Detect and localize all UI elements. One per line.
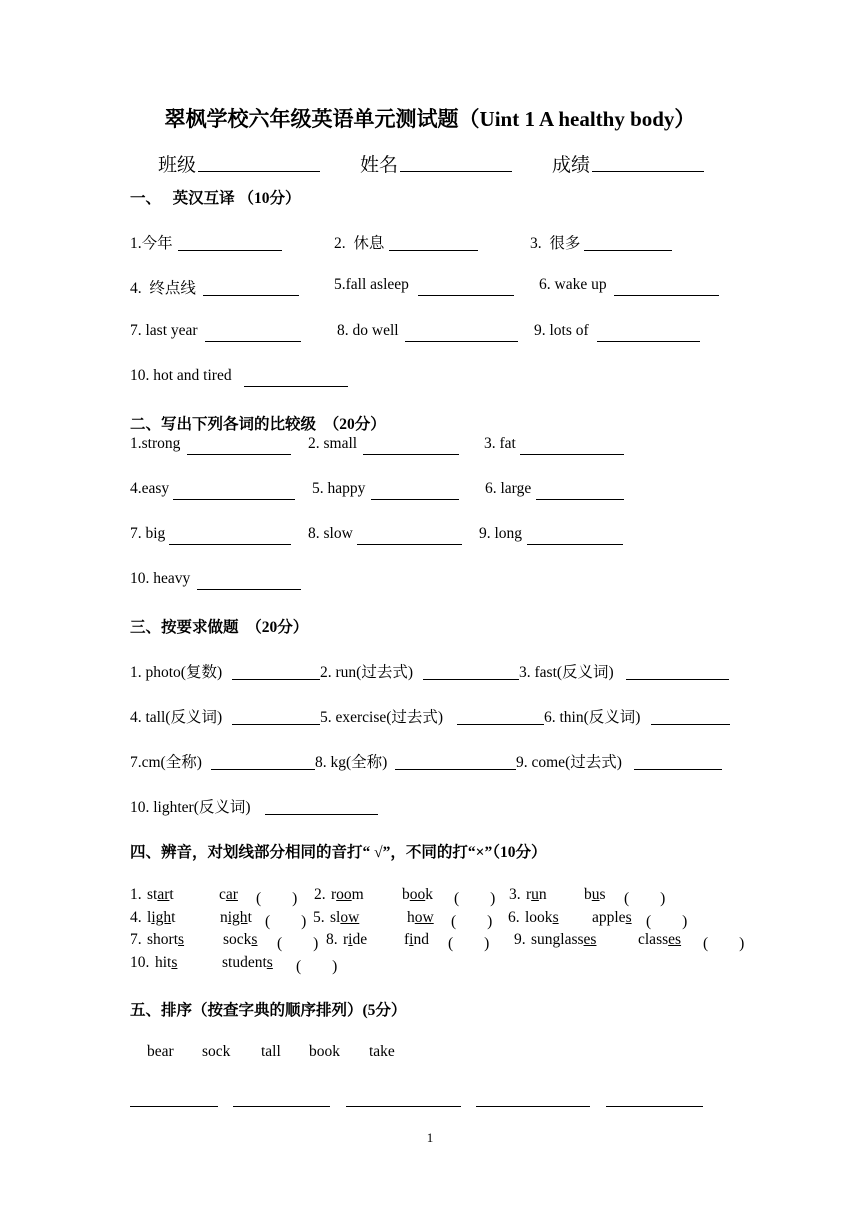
s4-item-number: 9.	[514, 931, 526, 948]
page-number: 1	[426, 1130, 434, 1145]
s2-item-10: 10. heavy	[130, 570, 191, 587]
s1-blank-7	[205, 340, 301, 342]
s4-item-number: 10.	[130, 954, 150, 971]
s1-blank-1	[178, 249, 282, 251]
s1-item-7: 7. last year	[130, 322, 198, 339]
s3-item-1: 1. photo(复数)	[130, 664, 223, 681]
underlined-segment: ar	[157, 886, 170, 903]
s5-answer-blank-2	[233, 1105, 330, 1107]
s4-answer-paren: ( )	[448, 935, 490, 952]
section-3-title: 三、按要求做题 （20分）	[130, 619, 309, 636]
name-blank	[400, 170, 512, 172]
s4-word-1: room	[331, 886, 364, 903]
s4-item-number: 2.	[314, 886, 326, 903]
s2-blank-2	[363, 453, 459, 455]
underlined-segment: u	[591, 886, 600, 903]
s3-blank-3	[626, 678, 729, 680]
underlined-segment: ow	[414, 909, 434, 926]
s2-item-8: 8. slow	[308, 525, 353, 542]
s1-item-8: 8. do well	[337, 322, 399, 339]
s3-item-3: 3. fast(反义词)	[519, 664, 614, 681]
s4-word-2: classes	[638, 931, 682, 948]
s2-item-4: 4.easy	[130, 480, 170, 497]
s1-blank-4	[203, 294, 299, 296]
underlined-segment: oo	[409, 886, 426, 903]
s4-word-1: slow	[330, 909, 360, 926]
s4-item-number: 7.	[130, 931, 142, 948]
s1-item-4: 4. 终点线	[130, 280, 196, 297]
s1-item-3: 3. 很多	[530, 235, 581, 252]
s1-item-10: 10. hot and tired	[130, 367, 232, 384]
class-blank	[198, 170, 320, 172]
s5-word-2: sock	[202, 1043, 231, 1060]
s1-blank-2	[389, 249, 478, 251]
underlined-segment: es	[583, 931, 597, 948]
s3-item-6: 6. thin(反义词)	[544, 709, 641, 726]
s4-word-2: socks	[223, 931, 258, 948]
underlined-segment: s	[178, 931, 185, 948]
s1-item-5: 5.fall asleep	[334, 276, 409, 293]
s2-blank-10	[197, 588, 301, 590]
s4-answer-paren: ( )	[265, 913, 307, 930]
s4-word-1: start	[147, 886, 174, 903]
s4-answer-paren: ( )	[624, 890, 666, 907]
s3-item-4: 4. tall(反义词)	[130, 709, 223, 726]
s1-blank-5	[418, 294, 514, 296]
section-2-title: 二、写出下列各词的比较级 （20分）	[130, 416, 386, 433]
s2-blank-9	[527, 543, 623, 545]
s2-blank-6	[536, 498, 624, 500]
s4-answer-paren: ( )	[451, 913, 493, 930]
s5-word-5: take	[369, 1043, 395, 1060]
s4-word-1: hits	[155, 954, 178, 971]
s2-item-3: 3. fat	[484, 435, 516, 452]
s4-word-2: find	[404, 931, 429, 948]
s4-answer-paren: ( )	[646, 913, 688, 930]
section-5-title: 五、排序（按查字典的顺序排列）(5分）	[130, 1002, 407, 1019]
s2-blank-8	[357, 543, 462, 545]
s3-blank-5	[457, 723, 544, 725]
s3-blank-8	[395, 768, 516, 770]
s2-item-1: 1.strong	[130, 435, 181, 452]
s3-item-9: 9. come(过去式)	[516, 754, 622, 771]
s1-item-1: 1.今年	[130, 235, 173, 252]
s5-word-4: book	[309, 1043, 340, 1060]
s4-word-2: students	[222, 954, 273, 971]
s4-answer-paren: ( )	[454, 890, 496, 907]
s2-blank-5	[371, 498, 459, 500]
underlined-segment: igh	[151, 909, 172, 926]
s3-blank-1	[232, 678, 320, 680]
s1-blank-10	[244, 385, 348, 387]
s3-item-2: 2. run(过去式)	[320, 664, 413, 681]
s3-blank-7	[211, 768, 315, 770]
s3-item-5: 5. exercise(过去式)	[320, 709, 444, 726]
s2-item-5: 5. happy	[312, 480, 366, 497]
s1-item-9: 9. lots of	[534, 322, 589, 339]
score-blank	[592, 170, 704, 172]
s1-blank-3	[584, 249, 672, 251]
s4-item-number: 1.	[130, 886, 142, 903]
underlined-segment: s	[266, 954, 273, 971]
s5-word-1: bear	[147, 1043, 174, 1060]
s3-blank-6	[651, 723, 730, 725]
s3-item-8: 8. kg(全称)	[315, 754, 388, 771]
class-label: 班级	[158, 155, 197, 176]
s3-blank-9	[634, 768, 722, 770]
section-4-title: 四、辨音，对划线部分相同的音打“ √”，不同的打“×”（10分）	[130, 844, 547, 861]
s4-word-1: shorts	[147, 931, 185, 948]
s4-word-1: looks	[525, 909, 559, 926]
s4-item-number: 8.	[326, 931, 338, 948]
s1-blank-9	[597, 340, 700, 342]
s2-item-7: 7. big	[130, 525, 166, 542]
s4-word-2: how	[407, 909, 434, 926]
s3-blank-4	[232, 723, 320, 725]
s5-answer-blank-4	[476, 1105, 590, 1107]
s2-item-9: 9. long	[479, 525, 523, 542]
s4-word-2: car	[219, 886, 238, 903]
s4-word-2: bus	[584, 886, 606, 903]
s3-item-10: 10. lighter(反义词)	[130, 799, 251, 816]
s4-answer-paren: ( )	[296, 958, 338, 975]
underlined-segment: s	[552, 909, 559, 926]
s4-word-1: sunglasses	[531, 931, 597, 948]
s2-blank-1	[187, 453, 291, 455]
s3-blank-2	[423, 678, 519, 680]
underlined-segment: oo	[336, 886, 352, 903]
s1-blank-8	[405, 340, 518, 342]
s4-word-1: ride	[343, 931, 368, 948]
s4-item-number: 3.	[509, 886, 521, 903]
s4-word-1: run	[526, 886, 547, 903]
underlined-segment: u	[531, 886, 539, 903]
s2-blank-7	[169, 543, 291, 545]
s4-item-number: 4.	[130, 909, 142, 926]
s5-answer-blank-3	[346, 1105, 461, 1107]
s2-item-6: 6. large	[485, 480, 532, 497]
section-1-title: 一、 英汉互译 （10分）	[130, 190, 301, 207]
underlined-segment: es	[668, 931, 682, 948]
underlined-segment: s	[171, 954, 178, 971]
s2-blank-3	[520, 453, 624, 455]
s4-answer-paren: ( )	[256, 890, 298, 907]
s4-word-2: apples	[592, 909, 632, 926]
s4-item-number: 5.	[313, 909, 325, 926]
s1-item-6: 6. wake up	[539, 276, 607, 293]
underlined-segment: i	[409, 931, 414, 948]
underlined-segment: igh	[227, 909, 248, 926]
page-title: 翠枫学校六年级英语单元测试题（Uint 1 A healthy body）	[164, 107, 696, 131]
underlined-segment: i	[348, 931, 353, 948]
s1-item-2: 2. 休息	[334, 235, 385, 252]
s4-word-2: night	[220, 909, 252, 926]
s5-answer-blank-5	[606, 1105, 703, 1107]
s3-item-7: 7.cm(全称)	[130, 754, 202, 771]
s1-blank-6	[614, 294, 719, 296]
score-label: 成绩	[552, 155, 591, 176]
s4-word-2: book	[402, 886, 433, 903]
s5-answer-blank-1	[130, 1105, 218, 1107]
s4-answer-paren: ( )	[703, 935, 745, 952]
s3-blank-10	[265, 813, 378, 815]
s2-item-2: 2. small	[308, 435, 358, 452]
s2-blank-4	[173, 498, 295, 500]
s4-item-number: 6.	[508, 909, 520, 926]
s5-word-3: tall	[261, 1043, 281, 1060]
underlined-segment: ar	[225, 886, 238, 903]
underlined-segment: s	[251, 931, 258, 948]
s4-word-1: light	[147, 909, 176, 926]
underlined-segment: ow	[340, 909, 360, 926]
s4-answer-paren: ( )	[277, 935, 319, 952]
name-label: 姓名	[360, 155, 399, 176]
underlined-segment: s	[625, 909, 632, 926]
